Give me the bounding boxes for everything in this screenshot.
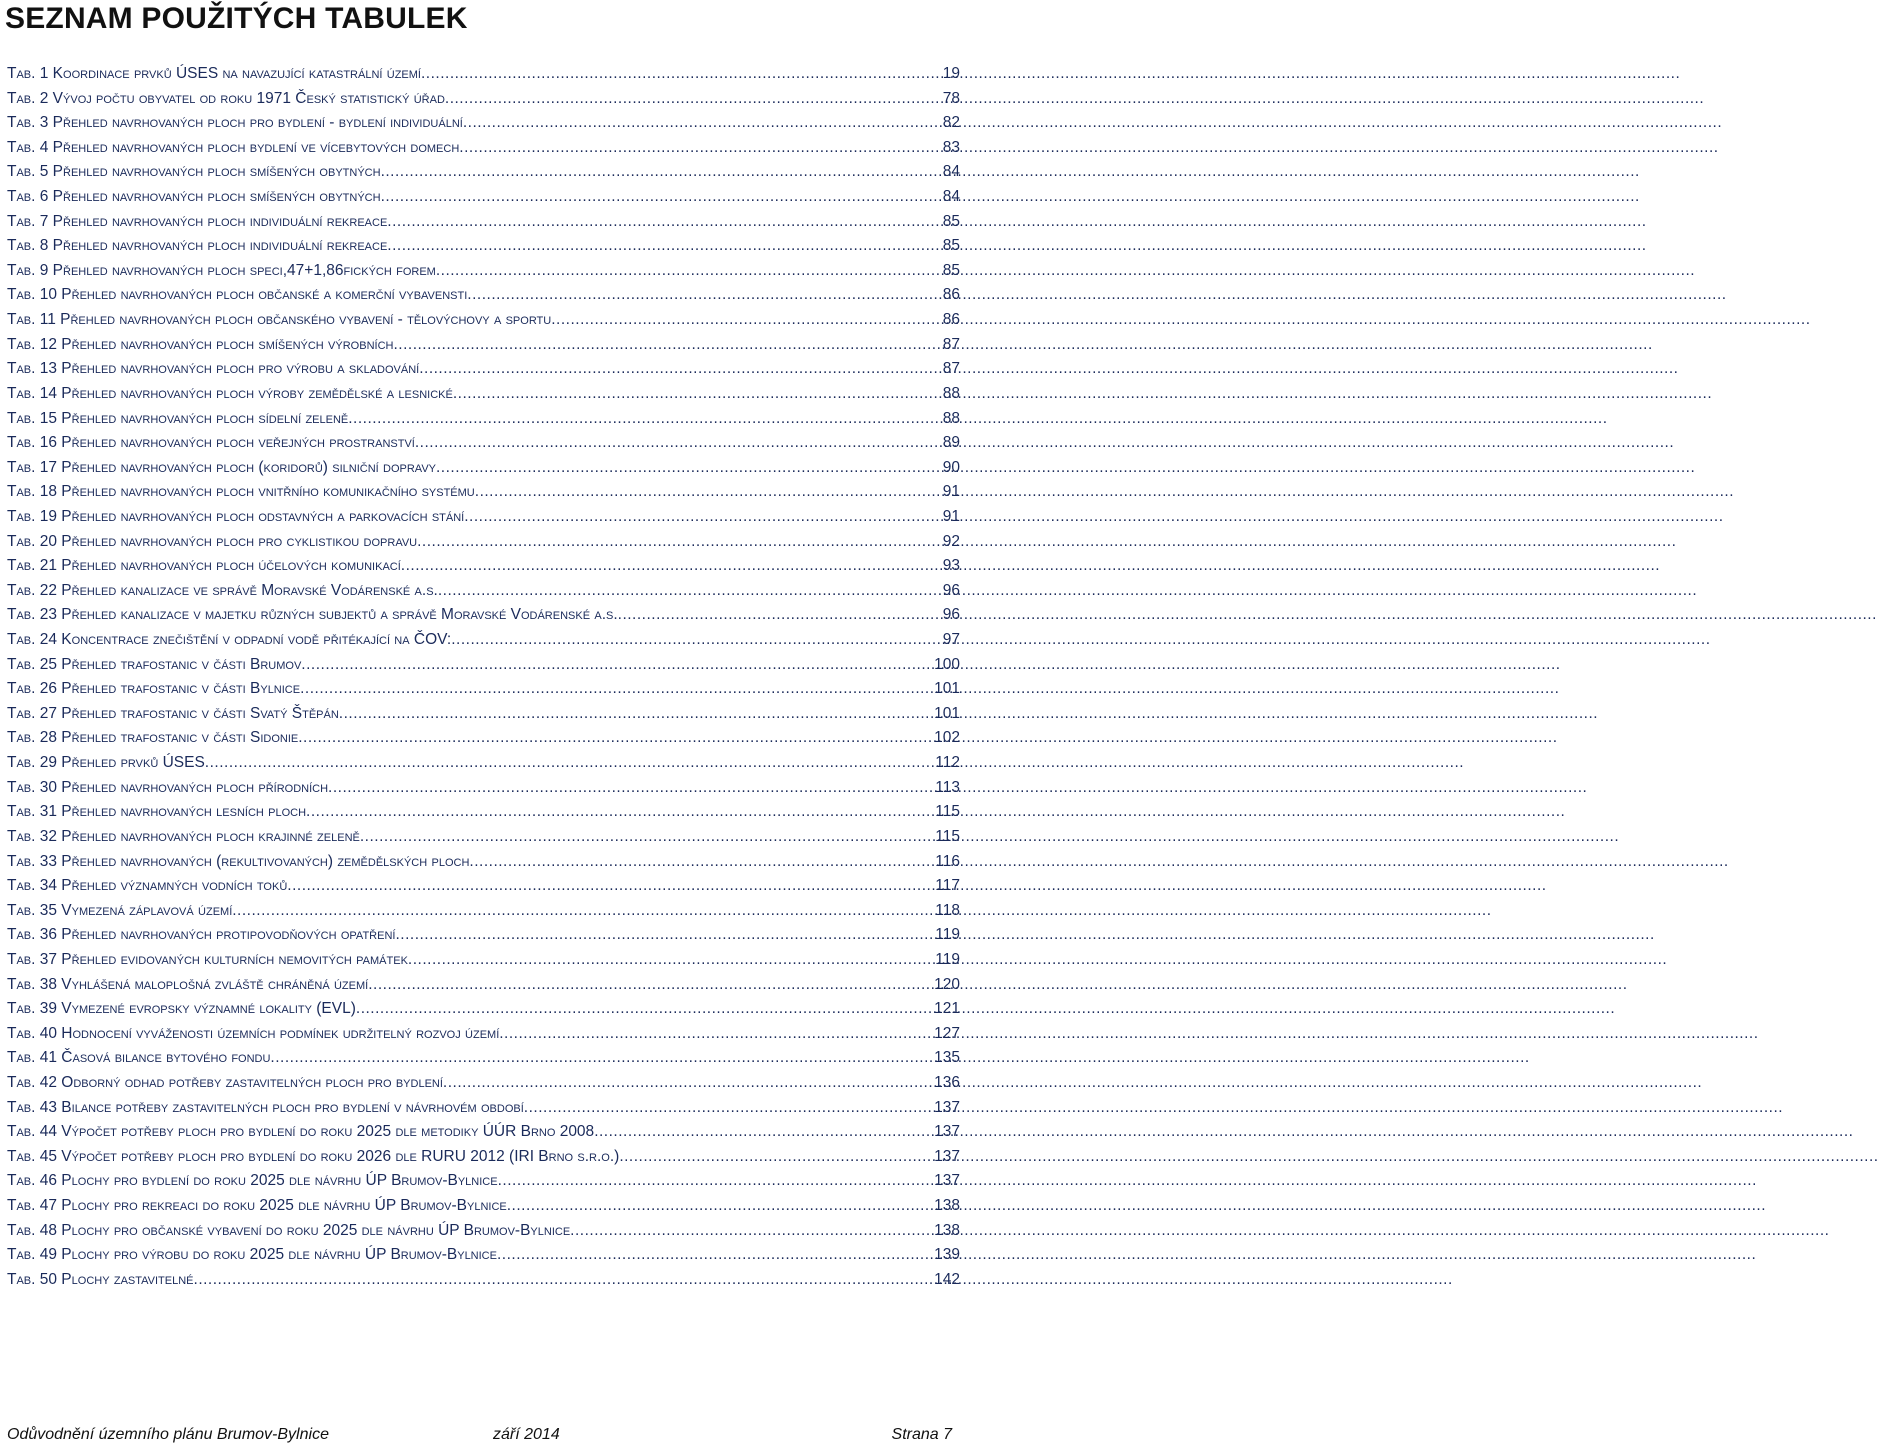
toc-entry-title: Tab. 15 Přehled navrhovaných ploch sídelní zeleně <box>7 409 349 427</box>
toc-entry-page: 137 <box>934 1123 960 1141</box>
toc-entry-page: 137 <box>934 1172 960 1190</box>
toc-entry[interactable] <box>7 554 960 579</box>
dot-leader <box>395 923 933 948</box>
toc-entry-title: Tab. 49 Plochy pro výrobu do roku 2025 dle návrhu ÚP Brumov-Bylnice <box>7 1246 497 1264</box>
toc-entry-title: Tab. 41 Časová bilance bytového fondu <box>7 1049 271 1067</box>
toc-entry-title: Tab. 46 Plochy pro bydlení do roku 2025 dle návrhu ÚP Brumov-Bylnice <box>7 1172 498 1190</box>
toc-entry-title: Tab. 43 Bilance potřeby zastavitelných ploch pro bydlení v návrhovém období <box>7 1098 524 1116</box>
toc-entry[interactable] <box>7 431 960 456</box>
toc-entry-title: Tab. 5 Přehled navrhovaných ploch smíšených obytných <box>7 163 381 181</box>
toc-entry-title: Tab. 28 Přehled trafostanic v části Sidonie <box>7 729 299 747</box>
toc-entry-title: Tab. 45 Výpočet potřeby ploch pro bydlení do roku 2026 dle RURU 2012 (IRI Brno s.r.o.) <box>7 1147 620 1165</box>
toc-entry[interactable] <box>7 1071 960 1096</box>
toc-entry[interactable] <box>7 603 960 628</box>
dot-leader <box>306 800 933 825</box>
toc-entry-page: 90 <box>942 458 960 476</box>
toc-entry[interactable] <box>7 973 960 998</box>
toc-entry[interactable] <box>7 1194 960 1219</box>
toc-entry[interactable] <box>7 579 960 604</box>
dot-leader <box>270 1046 932 1071</box>
toc-entry-title: Tab. 6 Přehled navrhovaných ploch smíšených obytných <box>7 188 381 206</box>
toc-entry-page: 85 <box>942 237 960 255</box>
dot-leader <box>619 1145 932 1170</box>
dot-leader <box>287 874 933 899</box>
toc-entry-title: Tab. 38 Vyhlášená maloplošná zvláště chráněná území <box>7 975 369 993</box>
toc-entry-page: 101 <box>934 704 960 722</box>
toc-entry-page: 88 <box>942 409 960 427</box>
toc-entry-page: 139 <box>934 1246 960 1264</box>
toc-entry[interactable] <box>7 800 960 825</box>
toc-entry[interactable] <box>7 210 960 235</box>
toc-entry-title: Tab. 23 Přehled kanalizace v majetku různých subjektů a správě Moravské Vodárenské a.s. <box>7 606 618 624</box>
toc-entry[interactable] <box>7 308 960 333</box>
toc-entry-page: 88 <box>942 384 960 402</box>
toc-entry-page: 85 <box>942 261 960 279</box>
toc-entry[interactable] <box>7 653 960 678</box>
toc-entry-title: Tab. 3 Přehled navrhovaných ploch pro bydlení - bydlení individuální <box>7 114 463 132</box>
footer-date: září 2014 <box>493 1426 560 1443</box>
toc-entry[interactable] <box>7 259 960 284</box>
toc-entry-page: 113 <box>935 778 960 796</box>
toc-entry-page: 100 <box>934 655 960 673</box>
toc-entry-page: 93 <box>942 557 960 575</box>
dot-leader <box>298 726 932 751</box>
toc-entry-title: Tab. 33 Přehled navrhovaných (rekultivovaných) zemědělských ploch <box>7 852 470 870</box>
toc-entry-page: 87 <box>942 335 960 353</box>
toc-entry-page: 119 <box>935 950 960 968</box>
dot-leader <box>381 160 941 185</box>
toc-entry-page: 91 <box>942 507 960 525</box>
dot-leader <box>401 554 941 579</box>
page-footer <box>7 1426 952 1448</box>
toc-entry-page: 142 <box>934 1270 960 1288</box>
dot-leader <box>387 234 940 259</box>
toc-entry[interactable] <box>7 530 960 555</box>
toc-entry-page: 101 <box>934 680 960 698</box>
toc-entry-title: Tab. 34 Přehled významných vodních toků <box>7 877 288 895</box>
dot-leader <box>415 431 941 456</box>
toc-entry[interactable] <box>7 1096 960 1121</box>
toc-entry[interactable] <box>7 850 960 875</box>
toc-entry[interactable] <box>7 357 960 382</box>
toc-entry-page: 97 <box>942 631 960 649</box>
toc-entry[interactable] <box>7 751 960 776</box>
toc-entry-title: Tab. 8 Přehled navrhovaných ploch individuální rekreace <box>7 237 388 255</box>
toc-entry-title: Tab. 47 Plochy pro rekreaci do roku 2025 dle návrhu ÚP Brumov-Bylnice <box>7 1197 507 1215</box>
toc-entry-title: Tab. 31 Přehled navrhovaných lesních ploch <box>7 803 307 821</box>
footer-document-title: Odůvodnění územního plánu Brumov-Bylnice <box>7 1426 329 1443</box>
toc-entry-page: 102 <box>934 729 960 747</box>
dot-leader <box>300 677 932 702</box>
toc-entry[interactable] <box>7 480 960 505</box>
toc-entry-page: 96 <box>942 581 960 599</box>
toc-entry[interactable] <box>7 628 960 653</box>
toc-entry-page: 121 <box>934 1000 960 1018</box>
toc-entry[interactable] <box>7 677 960 702</box>
toc-entry-page: 135 <box>934 1049 960 1067</box>
toc-entry[interactable] <box>7 1219 960 1244</box>
table-list <box>7 62 960 1292</box>
toc-entry-page: 120 <box>934 975 960 993</box>
dot-leader <box>524 1096 932 1121</box>
toc-entry-page: 117 <box>935 877 960 895</box>
toc-entry-title: Tab. 36 Přehled navrhovaných protipovodňových opatření <box>7 926 396 944</box>
toc-entry-title: Tab. 21 Přehled navrhovaných ploch účelových komunikací <box>7 557 401 575</box>
toc-entry-page: 138 <box>934 1221 960 1239</box>
toc-entry[interactable] <box>7 1243 960 1268</box>
dot-leader <box>453 382 941 407</box>
toc-entry[interactable] <box>7 382 960 407</box>
dot-leader <box>438 579 941 604</box>
toc-entry-title: Tab. 7 Přehled navrhovaných ploch individuální rekreace <box>7 212 388 230</box>
dot-leader <box>551 308 941 333</box>
toc-entry-page: 112 <box>935 754 960 772</box>
dot-leader <box>348 407 941 432</box>
toc-entry[interactable] <box>7 333 960 358</box>
toc-entry-title: Tab. 2 Vývoj počtu obyvatel od roku 1971 Český statistický úřad <box>7 89 445 107</box>
toc-entry-title: Tab. 4 Přehled navrhovaných ploch bydlení ve vícebytových domech <box>7 138 460 156</box>
toc-entry-title: Tab. 37 Přehled evidovaných kulturních nemovitých památek <box>7 950 408 968</box>
toc-entry-page: 119 <box>935 926 960 944</box>
toc-entry[interactable] <box>7 825 960 850</box>
toc-entry[interactable] <box>7 456 960 481</box>
toc-entry-title: Tab. 26 Přehled trafostanic v části Bylnice <box>7 680 301 698</box>
dot-leader <box>464 505 941 530</box>
toc-entry[interactable] <box>7 234 960 259</box>
dot-leader <box>205 751 933 776</box>
toc-entry[interactable] <box>7 1145 960 1170</box>
dot-leader <box>393 333 940 358</box>
toc-entry-title: Tab. 1 Koordinace prvků ÚSES na navazující katastrální území <box>7 65 421 82</box>
toc-entry-page: 127 <box>934 1024 960 1042</box>
toc-entry-title: Tab. 9 Přehled navrhovaných ploch speci,47+1,86fických forem <box>7 261 436 279</box>
toc-entry-title: Tab. 13 Přehled navrhovaných ploch pro výrobu a skladování <box>7 360 420 378</box>
toc-entry[interactable] <box>7 702 960 727</box>
toc-entry[interactable] <box>7 1120 960 1145</box>
toc-entry[interactable] <box>7 407 960 432</box>
dot-leader <box>419 357 941 382</box>
dot-leader <box>301 653 932 678</box>
toc-entry-title: Tab. 29 Přehled prvků ÚSES <box>7 754 205 772</box>
toc-entry[interactable] <box>7 899 960 924</box>
toc-entry-page: 87 <box>942 360 960 378</box>
dot-leader <box>467 283 940 308</box>
toc-entry-page: 96 <box>942 606 960 624</box>
toc-entry[interactable] <box>7 505 960 530</box>
toc-entry-title: Tab. 11 Přehled navrhovaných ploch občanského vybavení - tělovýchovy a sportu <box>7 311 552 329</box>
toc-entry-title: Tab. 32 Přehled navrhovaných ploch krajinné zeleně <box>7 827 360 845</box>
toc-entry[interactable] <box>7 111 960 136</box>
dot-leader <box>570 1219 932 1244</box>
toc-entry-title: Tab. 14 Přehled navrhovaných ploch výroby zemědělské a lesnické <box>7 384 453 402</box>
toc-entry[interactable] <box>7 776 960 801</box>
toc-entry-title: Tab. 35 Vymezená záplavová území <box>7 901 233 919</box>
toc-entry-page: 118 <box>935 901 960 919</box>
dot-leader <box>445 87 941 112</box>
toc-entry-page: 92 <box>942 532 960 550</box>
toc-entry-page: 89 <box>942 434 960 452</box>
toc-entry[interactable] <box>7 87 960 112</box>
toc-entry-title: Tab. 20 Přehled navrhovaných ploch pro cyklistikou dopravu <box>7 532 418 550</box>
toc-entry-page: 136 <box>934 1073 960 1091</box>
toc-entry-page: 86 <box>942 311 960 329</box>
toc-entry-page: 137 <box>934 1147 960 1165</box>
toc-entry[interactable] <box>7 923 960 948</box>
toc-entry-title: Tab. 27 Přehled trafostanic v části Svatý Štěpán <box>7 704 339 722</box>
dot-leader <box>594 1120 932 1145</box>
dot-leader <box>436 259 941 284</box>
toc-entry[interactable] <box>7 874 960 899</box>
dot-leader <box>387 210 940 235</box>
toc-entry-page: 85 <box>942 212 960 230</box>
toc-entry[interactable] <box>7 283 960 308</box>
dot-leader <box>436 456 941 481</box>
dot-leader <box>469 850 933 875</box>
footer-page-number: Strana 7 <box>891 1426 952 1443</box>
toc-entry[interactable] <box>7 948 960 973</box>
toc-entry-page: 84 <box>942 188 960 206</box>
toc-entry[interactable] <box>7 726 960 751</box>
toc-entry-page: 86 <box>942 286 960 304</box>
toc-entry-page: 91 <box>942 483 960 501</box>
toc-entry-page: 115 <box>935 827 960 845</box>
dot-leader <box>463 111 941 136</box>
dot-leader <box>507 1194 932 1219</box>
dot-leader <box>421 62 941 87</box>
dot-leader <box>328 776 933 801</box>
toc-entry[interactable] <box>7 62 960 87</box>
toc-entry-page: 116 <box>935 852 960 870</box>
dot-leader <box>339 702 932 727</box>
page-title: SEZNAM POUŽITÝCH TABULEK <box>5 2 468 35</box>
dot-leader <box>459 136 940 161</box>
dot-leader <box>368 973 932 998</box>
dot-leader <box>498 1169 933 1194</box>
toc-entry[interactable] <box>7 185 960 210</box>
toc-entry-title: Tab. 42 Odborný odhad potřeby zastavitelných ploch pro bydlení <box>7 1073 443 1091</box>
toc-entry-page: 19 <box>942 65 960 82</box>
toc-entry-title: Tab. 24 Koncentrace znečištění v odpadní vodě přitékající na ČOV: <box>7 631 452 649</box>
dot-leader <box>360 825 933 850</box>
dot-leader <box>381 185 941 210</box>
toc-entry-title: Tab. 40 Hodnocení vyváženosti územních podmínek udržitelný rozvoj území <box>7 1024 500 1042</box>
toc-entry-page: 137 <box>934 1098 960 1116</box>
toc-entry-title: Tab. 48 Plochy pro občanské vybavení do roku 2025 dle návrhu ÚP Brumov-Bylnice <box>7 1221 571 1239</box>
toc-entry[interactable] <box>7 160 960 185</box>
toc-entry[interactable] <box>7 1046 960 1071</box>
dot-leader <box>194 1268 933 1293</box>
toc-entry-title: Tab. 10 Přehled navrhovaných ploch občanské a komerční vybavensti <box>7 286 468 304</box>
toc-entry[interactable] <box>7 1169 960 1194</box>
dot-leader <box>499 1022 932 1047</box>
toc-entry-title: Tab. 39 Vymezené evropsky významné lokality (EVL) <box>7 1000 356 1018</box>
toc-entry-page: 115 <box>935 803 960 821</box>
toc-entry-title: Tab. 44 Výpočet potřeby ploch pro bydlení do roku 2025 dle metodiky ÚÚR Brno 2008 <box>7 1123 595 1141</box>
dot-leader <box>443 1071 932 1096</box>
dot-leader <box>497 1243 932 1268</box>
toc-entry-title: Tab. 16 Přehled navrhovaných ploch veřejných prostranství <box>7 434 415 452</box>
toc-entry-page: 84 <box>942 163 960 181</box>
toc-entry-page: 83 <box>942 138 960 156</box>
toc-entry-title: Tab. 25 Přehled trafostanic v části Brumov <box>7 655 302 673</box>
toc-entry-title: Tab. 50 Plochy zastavitelné <box>7 1270 194 1288</box>
toc-entry-title: Tab. 19 Přehled navrhovaných ploch odstavných a parkovacích stání <box>7 507 465 525</box>
dot-leader <box>232 899 933 924</box>
dot-leader <box>475 480 941 505</box>
toc-entry-title: Tab. 22 Přehled kanalizace ve správě Moravské Vodárenské a.s. <box>7 581 438 599</box>
dot-leader <box>356 997 932 1022</box>
toc-entry-page: 78 <box>942 89 960 107</box>
toc-entry[interactable] <box>7 1268 960 1293</box>
dot-leader <box>618 603 941 628</box>
toc-entry-title: Tab. 12 Přehled navrhovaných ploch smíšených výrobních <box>7 335 394 353</box>
toc-entry[interactable] <box>7 136 960 161</box>
dot-leader <box>417 530 941 555</box>
toc-entry-title: Tab. 18 Přehled navrhovaných ploch vnitřního komunikačního systému <box>7 483 475 501</box>
toc-entry[interactable] <box>7 1022 960 1047</box>
toc-entry[interactable] <box>7 997 960 1022</box>
toc-entry-title: Tab. 17 Přehled navrhovaných ploch (koridorů) silniční dopravy <box>7 458 436 476</box>
dot-leader <box>451 628 941 653</box>
dot-leader <box>408 948 933 973</box>
toc-entry-page: 138 <box>934 1197 960 1215</box>
toc-entry-title: Tab. 30 Přehled navrhovaných ploch přírodních <box>7 778 329 796</box>
toc-entry-page: 82 <box>942 114 960 132</box>
